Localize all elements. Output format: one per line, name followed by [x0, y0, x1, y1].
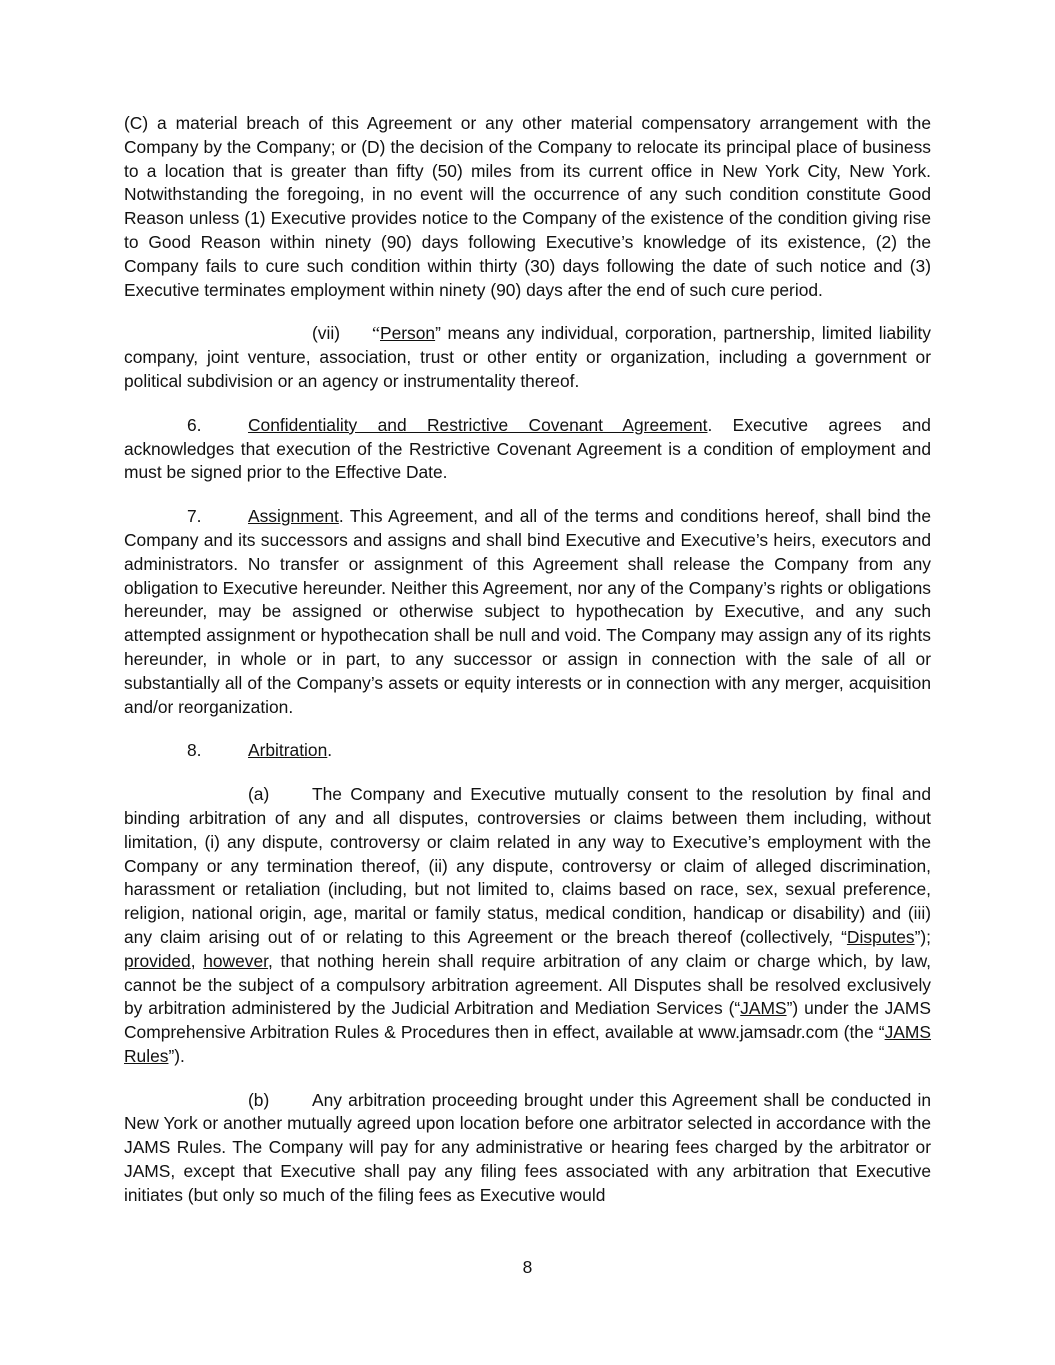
defined-term-jams-rules: JAMS Rules — [124, 1022, 931, 1066]
defined-term-disputes: Disputes — [846, 926, 915, 947]
paragraph-text: (C) a material breach of this Agreement or any other material compensatory arrangement with the Company by the Company; or (D) the decision of the Company to relocate its principal place of business to a location that is greater than fifty (50) miles from its current office in New York City, New York. Notwithstanding the foregoing, in no event will the occurrence of any such condition constitute Good Reason unless (1) Executive provides notice to the Company of the existence of the condition giving rise to Good Reason within ninety (90) days following Executive’s knowledge of its existence, (2) the Company fails to cure such condition within thirty (30) days following the date of such notice and (3) Executive terminates employment within ninety (90) days after the end of such cure period. — [124, 113, 931, 300]
subsection-marker: (a) — [248, 784, 270, 805]
document-page — [124, 112, 931, 1228]
subsection-text: The Company and Executive mutually consent to the resolution by final and binding arbitration of any and all disputes, controversies or claims between them including, without limitation, (i) any dispute, controversy or claim related in any way to Executive’s employment with the Company or any termination thereof, (ii) any dispute, controversy or claim of alleged discrimination, harassment or retaliation (including, but not limited to, claims based on race, sex, sexual preference, religion, national origin, age, marital or family status, medical condition, handicap or disability) and (iii) any claim arising out of or relating to this Agreement or the breach thereof (collectively, “ — [124, 784, 931, 947]
defined-term-person: Person — [380, 323, 436, 344]
open-quote: “ — [372, 323, 380, 344]
section-text: . Executive agrees and acknowledges that execution of the Restrictive Covenant Agreement is a condition of employment and must be signed prior to the Effective Date. — [124, 414, 931, 483]
section-8 — [124, 739, 931, 763]
term-however: however — [203, 950, 268, 971]
section-8a — [124, 783, 931, 1069]
page-number: 8 — [522, 1257, 533, 1277]
section-number: 8. — [187, 740, 202, 761]
clause-marker: (vii) — [312, 323, 341, 344]
section-heading: Confidentiality and Restrictive Covenant Agreement — [248, 414, 708, 435]
defined-term-jams: JAMS — [740, 998, 787, 1019]
subsection-text: , — [190, 950, 204, 971]
subsection-text: ”). — [168, 1045, 185, 1066]
section-number: 7. — [187, 506, 202, 527]
subsection-text: , that nothing herein shall require arbitration of any claim or charge which, by law, cannot be the subject of a compulsory arbitration agreement. All Disputes shall be resolved exclusively by arbitration administered by the Judicial Arbitration and Mediation Services (“ — [124, 950, 932, 1019]
section-number: 6. — [187, 414, 202, 435]
section-heading-period: . — [327, 740, 333, 761]
term-provided: provided — [124, 950, 191, 971]
paragraph-good-reason-continuation — [124, 112, 931, 302]
subsection-text: ”) under the JAMS Comprehensive Arbitration Rules & Procedures then in effect, available at www.jamsadr.com (the “ — [124, 998, 931, 1043]
definition-text: ” means any individual, corporation, partnership, limited liability company, joint venture, association, trust or other entity or organization, including a government or political subdivision or an agency or instrumentality thereof. — [124, 323, 931, 391]
section-8b — [124, 1089, 931, 1208]
subsection-text: Any arbitration proceeding brought under this Agreement shall be conducted in New York or another mutually agreed upon location before one arbitrator selected in accordance with the JAMS Rules. The Company will pay for any administrative or hearing fees charged by the arbitrator or JAMS, except that Executive shall pay any filing fees associated with any arbitration that Executive initiates (but only so much of the filing fees as Executive would — [124, 1089, 931, 1205]
section-heading: Arbitration — [248, 740, 328, 761]
section-6 — [124, 414, 931, 485]
section-7 — [124, 505, 931, 719]
section-text: . This Agreement, and all of the terms and conditions hereof, shall bind the Company and its successors and assigns and shall bind Executive and Executive’s heirs, executors and administrators. No transfer or assignment of this Agreement shall release the Company from any obligation to Executive hereunder. Neither this Agreement, nor any of the Company’s rights or obligations hereunder, may be assigned or otherwise subject to hypothecation by Executive, and any such attempted assignment or hypothecation shall be null and void. The Company may assign any of its rights hereunder, in whole or in part, to any successor or assign in connection with the sale of all or substantially all of the Company’s assets or equity interests or in connection with any merger, acquisition and/or reorganization. — [124, 506, 931, 717]
definition-person — [124, 322, 931, 393]
section-heading: Assignment — [248, 506, 339, 527]
subsection-marker: (b) — [248, 1089, 270, 1110]
subsection-text: ”); — [914, 926, 931, 947]
